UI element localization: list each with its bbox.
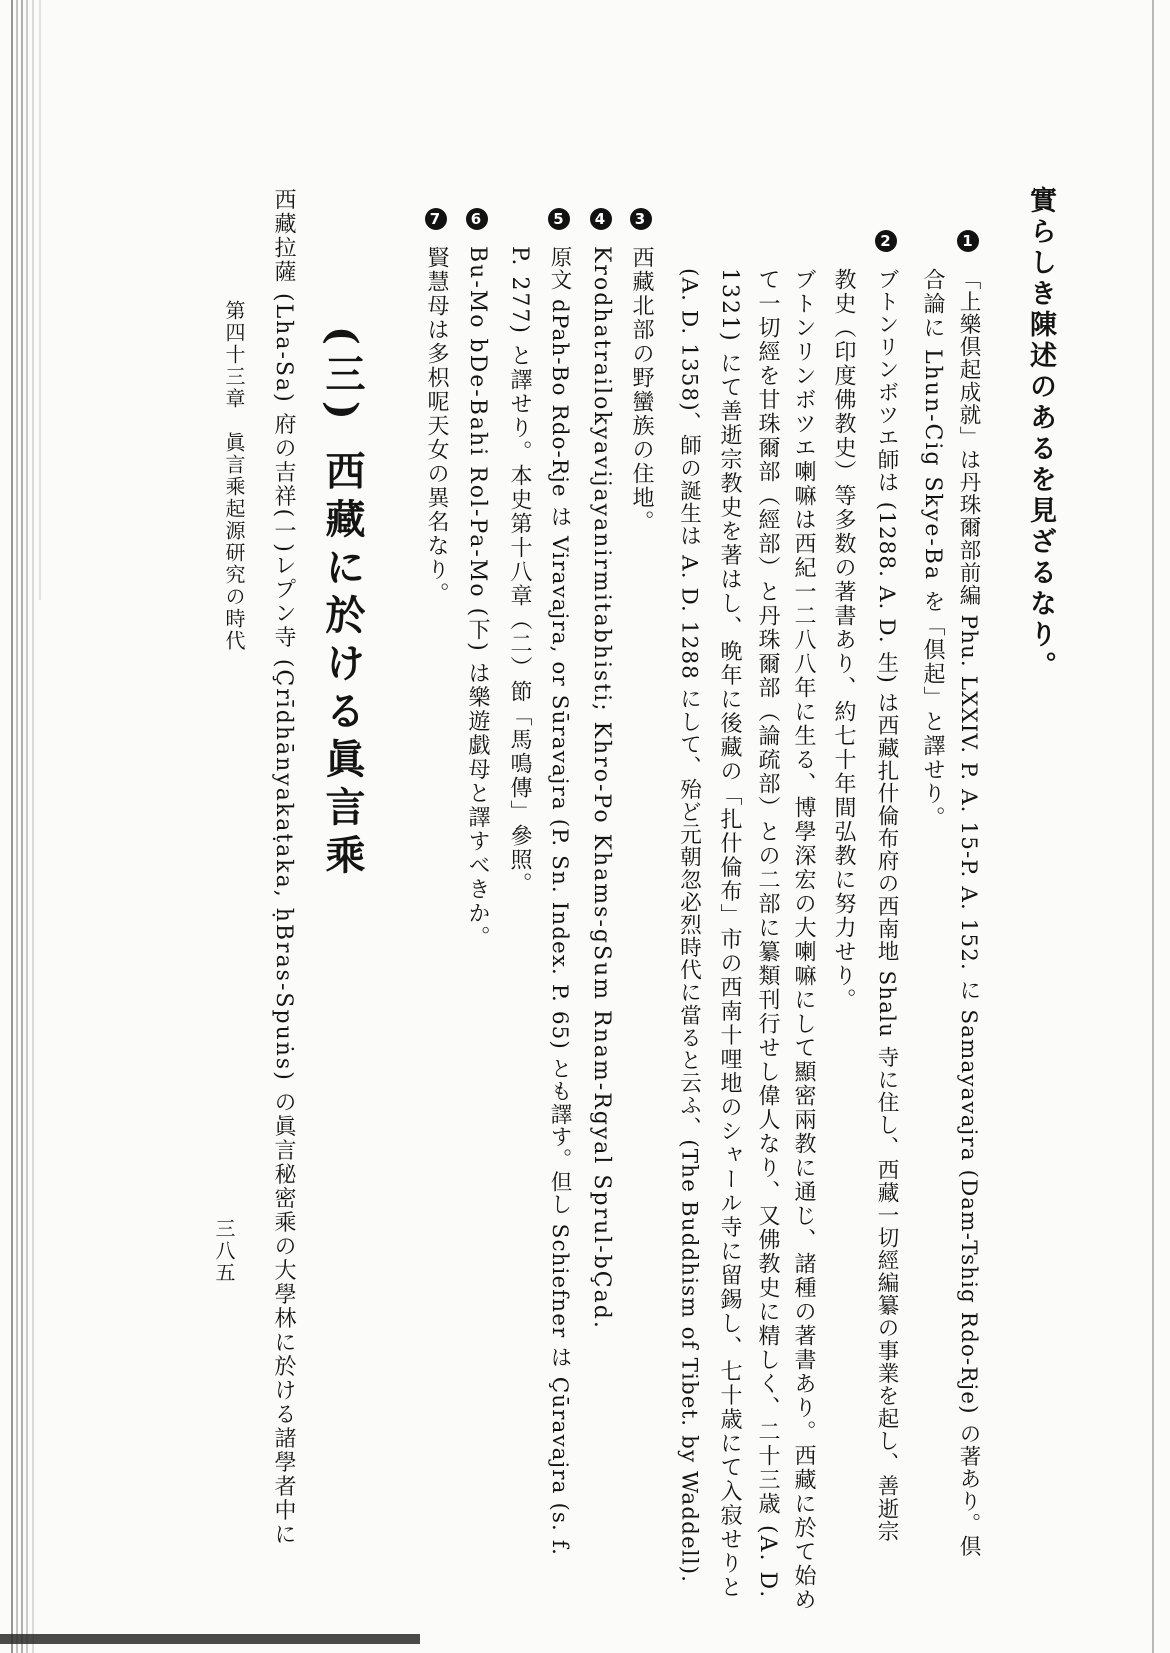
text-column: 實らしき陳述のあるを見ざるなり。	[1025, 186, 1056, 682]
footnote-5	[548, 208, 570, 1556]
text-column: 合論に Lhun-Cig Skye-Ba を「倶起」と譯せり。	[920, 268, 945, 831]
footnote-marker-5: 5	[548, 208, 570, 230]
section-heading: (三) 西藏に於ける眞言乘	[319, 326, 366, 882]
page-edge-shadow	[1152, 0, 1154, 1653]
footnote-1	[957, 230, 979, 1558]
text-column: て一切經を甘珠爾部（經部）と丹珠爾部（論疏部）との二部に纂類刊行せし偉人なり、又佛教史に精しく、二十三歳 (A. D.	[755, 268, 780, 1600]
running-footer: 第四十三章 眞言乘起源研究の時代	[222, 300, 246, 652]
footnote-marker-1: 1	[957, 230, 979, 252]
footnote-text: 原文 dPah-Bo Rdo-Rje は Viravajra, or Sūravajra (P. Sn. Index. P. 65) とも譯す。但し Schiefner は Çūravajra (s. f.	[547, 246, 572, 1557]
text-column: (A. D. 1358)、師の誕生は A. D. 1288 にして、殆ど元朝忽必烈時代に當ると云ふ、(The Buddhism of Tibet. by Waddell).	[676, 268, 702, 1584]
footnote-text: Krodhatrailokyavijayanirmitabhisti; Khro-Po Khams-gSum Rnam-Rgyal Sprul-bÇad.	[589, 246, 614, 1330]
footnote-marker-3: 3	[630, 208, 652, 230]
footnote-7	[425, 208, 447, 606]
text-column: ブトンリンボツエ喇嘛は西紀一二八八年に生る、博學深宏の大喇嘛にして顯密兩教に通じ、諸種の著書あり。西藏に於て始め	[791, 268, 816, 1612]
footnote-text: ブトンリンボツエ師は (1288. A. D. 生) は西藏扎什倫布府の西南地 Shalu 寺に住し、西藏一切經編纂の事業を起し、善逝宗	[874, 268, 899, 1543]
footnote-marker-7: 7	[425, 208, 447, 230]
footnote-text: 「上樂倶起成就」は丹珠爾部前編 Phu. LXXIV. P. A. 15-P. A. 152. に Samayavajra (Dam-Tshig Rdo-Rje) の著あり。倶	[956, 268, 981, 1558]
footnote-text: 賢慧母は多枳呢天女の異名なり。	[424, 246, 449, 606]
scan-bottom-artifact	[0, 1634, 420, 1644]
footnote-marker-4: 4	[590, 208, 612, 230]
text-column: 教史（印度佛教史）等多数の著書あり、約七十年間弘教に努力せり。	[831, 268, 856, 1012]
footnote-2	[875, 230, 897, 1543]
footnote-marker-6: 6	[466, 208, 488, 230]
footnote-6	[466, 208, 488, 950]
footnote-text: 西藏北部の野蠻族の住地。	[629, 246, 654, 534]
text-column: P. 277) と譯せり。本史第十八章（二）節「馬鳴傳」參照。	[507, 246, 532, 896]
footnote-marker-2: 2	[875, 230, 897, 252]
footnote-text: Bu-Mo bDe-Bahi Rol-Pa-Mo (下) は樂遊戯母と譯すべきか。	[465, 246, 490, 950]
text-column: 1321) にて善逝宗教史を著はし、晩年に後藏の「扎什倫布」市の西南十哩地のシャール寺に留錫し、七十歳にて入寂せりと	[717, 268, 742, 1600]
footnote-4	[590, 208, 612, 1330]
body-text-line: 西藏拉薩 (Lha-Sa) 府の吉祥(一)レプン寺 (Çrīdhānyakaṭaka, ḥBras-Spuṅs) の眞言秘密乘の大學林に於ける諸學者中に	[271, 188, 296, 1547]
footnote-3	[630, 208, 652, 534]
page-number: 三八五	[212, 1218, 236, 1284]
binding-edge-artifact	[0, 0, 60, 1653]
